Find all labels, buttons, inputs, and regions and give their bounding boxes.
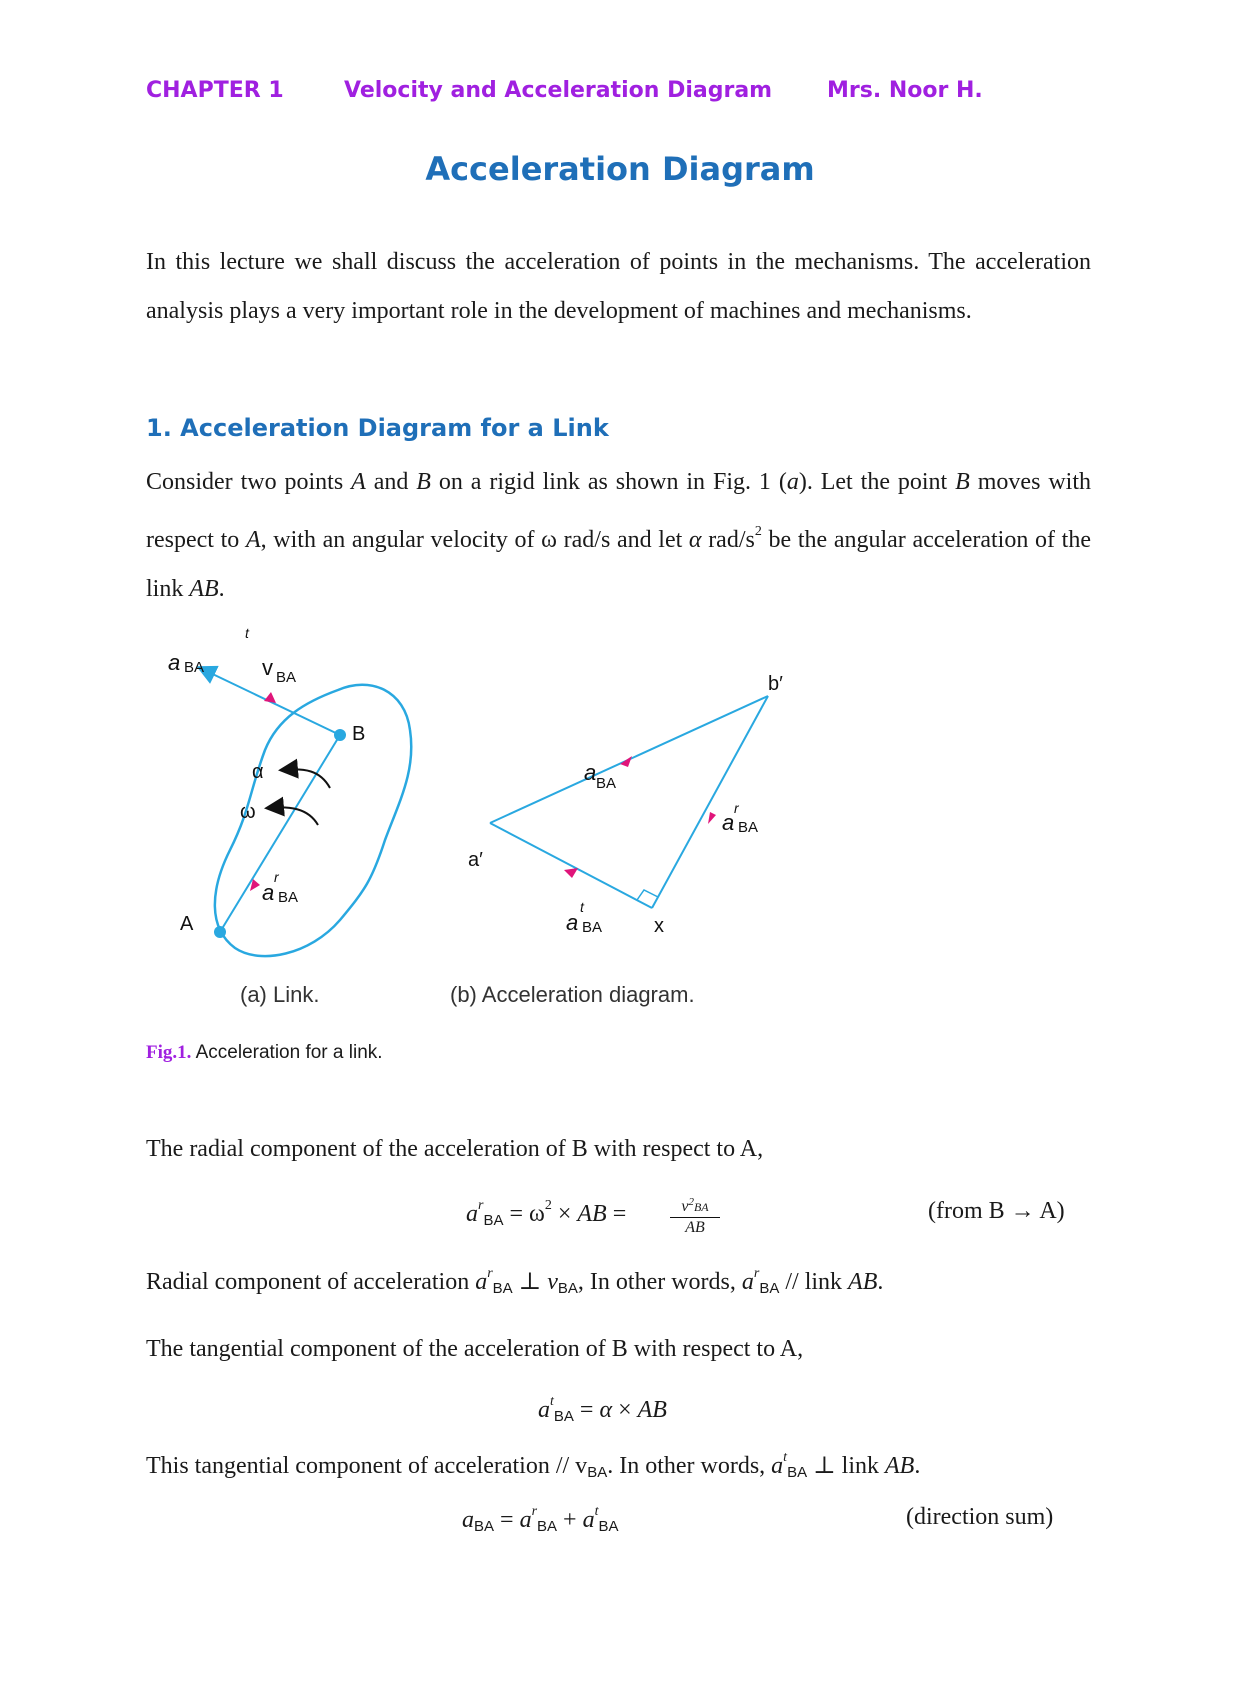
point-a-dot — [214, 926, 226, 938]
label-a-prime: a′ — [468, 849, 483, 871]
intro-paragraph — [146, 238, 1091, 336]
radial-direction: Radial component of acceleration $a^r_{BA}$ ⊥ $v_{BA}$, In other words, $a^r_{BA}$ // link AB. — [146, 1266, 884, 1297]
label-diagram-at-sup: t — [580, 899, 584, 915]
header-chapter: CHAPTER 1 — [146, 78, 284, 103]
tangential-intro — [146, 1336, 803, 1363]
right-angle-mark — [637, 890, 658, 900]
label-at-a: a — [168, 650, 181, 675]
label-at-sub: BA — [184, 659, 205, 676]
label-diagram-ar-sup: r — [734, 800, 739, 816]
radial-intro-text: The radial component of the acceleration of B with respect to A, — [146, 1136, 764, 1162]
label-diagram-ar-a: a — [722, 810, 735, 835]
page-header — [146, 72, 1106, 112]
label-ar-sup: r — [274, 869, 279, 885]
label-omega: ω — [240, 801, 256, 823]
intro-text: In this lecture we shall discuss the acceleration of points in the mechanisms. The acceleration analysis plays a very important role in the development of machines and mechanisms. — [146, 249, 1091, 324]
figure-caption — [146, 1042, 383, 1064]
radial-direction-text: Radial component of acceleration — [146, 1269, 470, 1295]
label-point-a: A — [180, 913, 194, 935]
v-ba-arrowhead — [264, 692, 276, 703]
diagram-ar-arrowhead — [708, 812, 716, 824]
tangential-direction: This tangential component of acceleration // $v_{BA}$. In other words, $a^t_{BA}$ ⊥ link AB. — [146, 1450, 921, 1481]
figure-caption-text: Acceleration for a link. — [191, 1042, 383, 1063]
radial-intro — [146, 1136, 763, 1163]
sub-caption-a: (a) Link. — [240, 982, 320, 1007]
label-b-prime: b′ — [768, 673, 783, 695]
section-paragraph — [146, 458, 1091, 614]
label-point-b: B — [352, 723, 366, 745]
header-author: Mrs. Noor H. — [827, 78, 983, 103]
label-diagram-ar-sub: BA — [738, 819, 759, 836]
sub-caption-b: (b) Acceleration diagram. — [450, 982, 695, 1007]
radial-fraction: $v^2BA$ AB — [670, 1192, 720, 1238]
figure-caption-label: Fig.1. — [146, 1042, 192, 1063]
tangential-equation: $a^t_{BA} = \alpha$ × AB — [538, 1394, 667, 1425]
label-v: v — [262, 655, 273, 680]
omega-arrow — [268, 807, 318, 825]
sum-equation: $a_{BA} = a^r_{BA} + a^t_{BA}$ — [462, 1504, 619, 1535]
label-v-sub: BA — [276, 669, 297, 686]
page-title: Acceleration Diagram — [425, 150, 815, 188]
label-diagram-at-a: a — [566, 910, 579, 935]
radial-equation: $a^r_{BA} = \omega^2$ × AB = — [466, 1198, 627, 1229]
sum-note: (direction sum) — [906, 1504, 1054, 1530]
label-diagram-aba: a — [584, 760, 597, 785]
header-topic: Velocity and Acceleration Diagram — [344, 78, 773, 103]
label-x: x — [654, 915, 664, 937]
label-diagram-aba-sub: BA — [596, 775, 617, 792]
label-diagram-at-sub: BA — [582, 919, 603, 936]
label-ar-a: a — [262, 880, 275, 905]
figure-acceleration-link — [140, 625, 783, 1010]
diagram-b-x-line — [652, 696, 768, 908]
tangential-intro-text: The tangential component of the acceleration of B with respect to A, — [146, 1336, 804, 1362]
alpha-arrow — [282, 769, 330, 788]
label-ar-sub: BA — [278, 889, 299, 906]
diagram-at-arrowhead — [564, 868, 578, 878]
diagram-a-x-line — [490, 823, 652, 908]
radial-note: (from B → A) — [928, 1198, 1065, 1224]
a-ba-arrowhead — [620, 756, 632, 767]
label-alpha: α — [252, 761, 264, 783]
tangential-direction-text: This tangential component of acceleration // v — [146, 1453, 588, 1479]
section-text: Consider two points A and B on a rigid link as shown in Fig. 1 (a). Let the point B moves with respect to A, with an angular velocity of ω rad/s and let α rad/$s^2$ be the angular acceleration of the link AB. — [146, 469, 1091, 602]
label-at-sup: t — [245, 625, 249, 641]
section-heading: 1. Acceleration Diagram for a Link — [146, 414, 609, 442]
